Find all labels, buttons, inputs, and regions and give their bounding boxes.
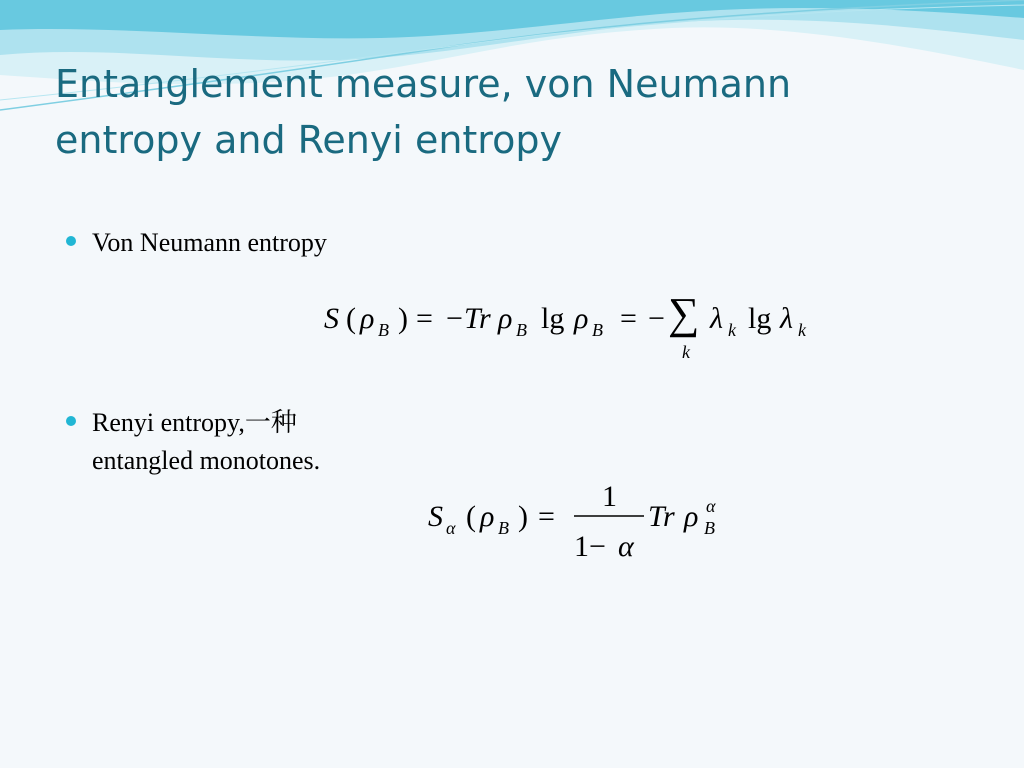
svg-text:Tr: Tr <box>464 302 491 335</box>
bullet-text: Von Neumann entropy <box>92 228 327 257</box>
svg-text:k: k <box>682 342 690 362</box>
svg-text:k: k <box>798 320 806 340</box>
slide-title-line-2: entropy and Renyi entropy <box>55 118 562 162</box>
svg-text:∑: ∑ <box>668 289 700 338</box>
svg-text:S: S <box>324 302 339 335</box>
slide-title-line-1: Entanglement measure, von Neumann <box>55 62 792 106</box>
svg-text:λ: λ <box>710 302 723 335</box>
svg-text:−: − <box>648 302 665 335</box>
svg-text:α: α <box>706 496 716 516</box>
svg-text:): ) <box>518 500 528 533</box>
svg-text:λ: λ <box>780 302 793 335</box>
svg-text:k: k <box>728 320 736 340</box>
svg-text:lg: lg <box>541 302 565 335</box>
svg-text:S: S <box>428 500 443 533</box>
svg-text:ρ: ρ <box>360 302 375 335</box>
von-neumann-formula <box>300 282 840 372</box>
svg-text:ρ: ρ <box>574 302 589 335</box>
svg-text:B: B <box>704 518 715 538</box>
bullet-renyi <box>66 404 320 480</box>
svg-text:−: − <box>446 302 463 335</box>
bullet-dot-icon <box>66 236 76 246</box>
svg-text:ρ: ρ <box>480 500 495 533</box>
svg-text:): ) <box>398 302 408 335</box>
svg-text:B: B <box>498 518 509 538</box>
bullet-text <box>92 404 320 480</box>
svg-text:lg: lg <box>748 302 772 335</box>
svg-text:B: B <box>592 320 603 340</box>
svg-text:α: α <box>618 530 634 563</box>
svg-text:=: = <box>538 500 555 533</box>
bullet-von-neumann <box>66 224 327 262</box>
svg-text:1: 1 <box>602 480 617 513</box>
bullet-dot-icon <box>66 416 76 426</box>
renyi-formula <box>420 472 740 572</box>
svg-text:(: ( <box>346 302 356 335</box>
svg-text:=: = <box>416 302 433 335</box>
bullet-text-line-1: Renyi entropy,一种 <box>92 408 297 437</box>
svg-text:1−: 1− <box>574 530 606 563</box>
bullet-text-line-2: entangled monotones. <box>92 446 321 475</box>
svg-text:ρ: ρ <box>498 302 513 335</box>
svg-text:(: ( <box>466 500 476 533</box>
slide-title <box>55 56 955 168</box>
svg-text:=: = <box>620 302 637 335</box>
svg-text:B: B <box>516 320 527 340</box>
svg-text:α: α <box>446 518 456 538</box>
svg-text:Tr: Tr <box>648 500 675 533</box>
svg-text:B: B <box>378 320 389 340</box>
svg-text:ρ: ρ <box>684 500 699 533</box>
